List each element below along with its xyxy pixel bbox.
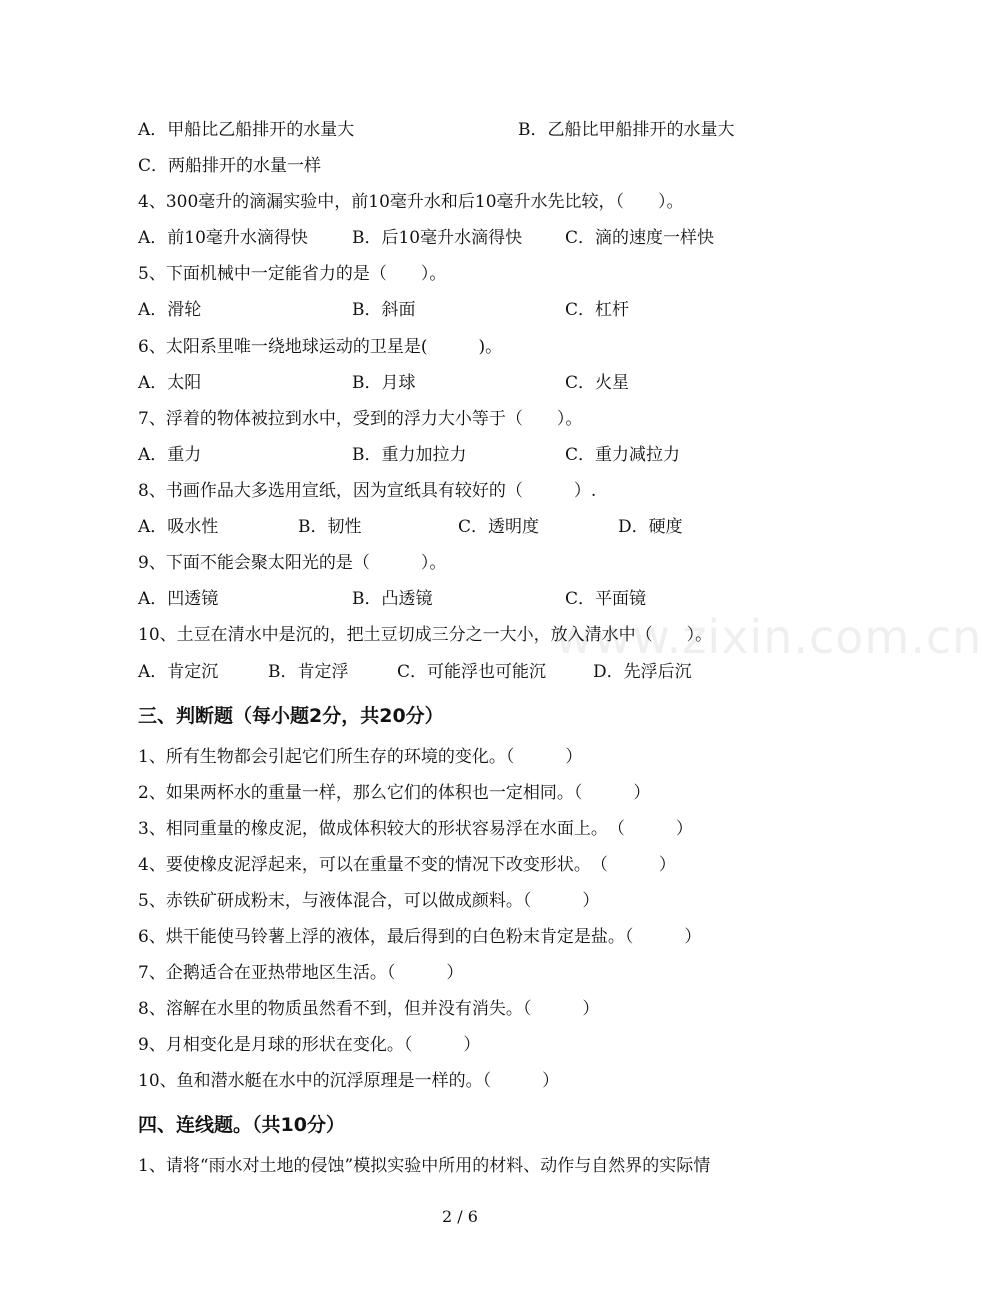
option-a: A．前10毫升水滴得快 — [138, 228, 308, 248]
true-false-item: 9、月相变化是月球的形状在变化。（ ） — [138, 1035, 481, 1055]
option-d: D．硬度 — [618, 517, 683, 537]
option-b: B．凸透镜 — [352, 589, 433, 609]
true-false-item: 3、相同重量的橡皮泥，做成体积较大的形状容易浮在水面上。 （ ） — [138, 819, 693, 839]
q3-option-a: A．甲船比乙船排开的水量大 — [138, 120, 355, 140]
true-false-item: 5、赤铁矿研成粉末，与液体混合，可以做成颜料。（ ） — [138, 891, 600, 911]
option-a: A．太阳 — [138, 373, 202, 393]
true-false-item: 8、溶解在水里的物质虽然看不到，但并没有消失。（ ） — [138, 999, 600, 1019]
question-stem: 7、浮着的物体被拉到水中，受到的浮力大小等于（ ）。 — [138, 409, 583, 429]
question-stem: 6、太阳系里唯一绕地球运动的卫星是( )。 — [138, 337, 503, 357]
q3-option-c: C．两船排开的水量一样 — [138, 156, 322, 176]
question-stem: 9、下面不能会聚太阳光的是（ ）。 — [138, 553, 447, 573]
watermark: www.zixin.com.cn — [555, 610, 982, 664]
true-false-item: 6、烘干能使马铃薯上浮的液体，最后得到的白色粉末肯定是盐。（ ） — [138, 927, 702, 947]
matching-item: 1、请将“雨水对土地的侵蚀”模拟实验中所用的材料、动作与自然界的实际情 — [138, 1156, 711, 1176]
option-a: A．吸水性 — [138, 517, 219, 537]
option-a: A．滑轮 — [138, 300, 202, 320]
option-a: A．肯定沉 — [138, 662, 219, 682]
option-b: B．重力加拉力 — [352, 445, 467, 465]
option-a: A．凹透镜 — [138, 589, 219, 609]
section-heading-true-false: 三、判断题（每小题2分，共20分） — [138, 705, 444, 727]
true-false-item: 7、企鹅适合在亚热带地区生活。（ ） — [138, 963, 464, 983]
question-stem: 4、300毫升的滴漏实验中，前10毫升水和后10毫升水先比较，（ ）。 — [138, 192, 684, 212]
option-d: D．先浮后沉 — [593, 662, 692, 682]
option-b: B．斜面 — [352, 300, 416, 320]
option-a: A．重力 — [138, 445, 202, 465]
option-c: C．重力减拉力 — [565, 445, 681, 465]
option-b: B．后10毫升水滴得快 — [352, 228, 523, 248]
option-b: B．韧性 — [298, 517, 362, 537]
option-c: C．火星 — [565, 373, 630, 393]
option-c: C．可能浮也可能沉 — [397, 662, 547, 682]
page-number: 2 / 6 — [442, 1207, 478, 1226]
question-stem: 5、下面机械中一定能省力的是（ ）。 — [138, 264, 447, 284]
option-c: C．平面镜 — [565, 589, 647, 609]
option-b: B．肯定浮 — [268, 662, 349, 682]
true-false-item: 2、如果两杯水的重量一样，那么它们的体积也一定相同。（ ） — [138, 783, 651, 803]
question-stem: 10、土豆在清水中是沉的，把土豆切成三分之一大小，放入清水中（ ）。 — [138, 625, 713, 645]
option-c: C．透明度 — [458, 517, 540, 537]
true-false-item: 1、所有生物都会引起它们所生存的环境的变化。（ ） — [138, 747, 583, 767]
question-stem: 8、书画作品大多选用宣纸，因为宣纸具有较好的（ ）. — [138, 481, 597, 501]
section-heading-matching: 四、连线题。（共10分） — [138, 1114, 345, 1136]
option-c: C．杠杆 — [565, 300, 630, 320]
option-b: B．月球 — [352, 373, 416, 393]
q3-option-b: B．乙船比甲船排开的水量大 — [518, 120, 735, 140]
option-c: C．滴的速度一样快 — [565, 228, 715, 248]
true-false-item: 10、鱼和潜水艇在水中的沉浮原理是一样的。（ ） — [138, 1071, 560, 1091]
true-false-item: 4、要使橡皮泥浮起来，可以在重量不变的情况下改变形状。 （ ） — [138, 855, 676, 875]
